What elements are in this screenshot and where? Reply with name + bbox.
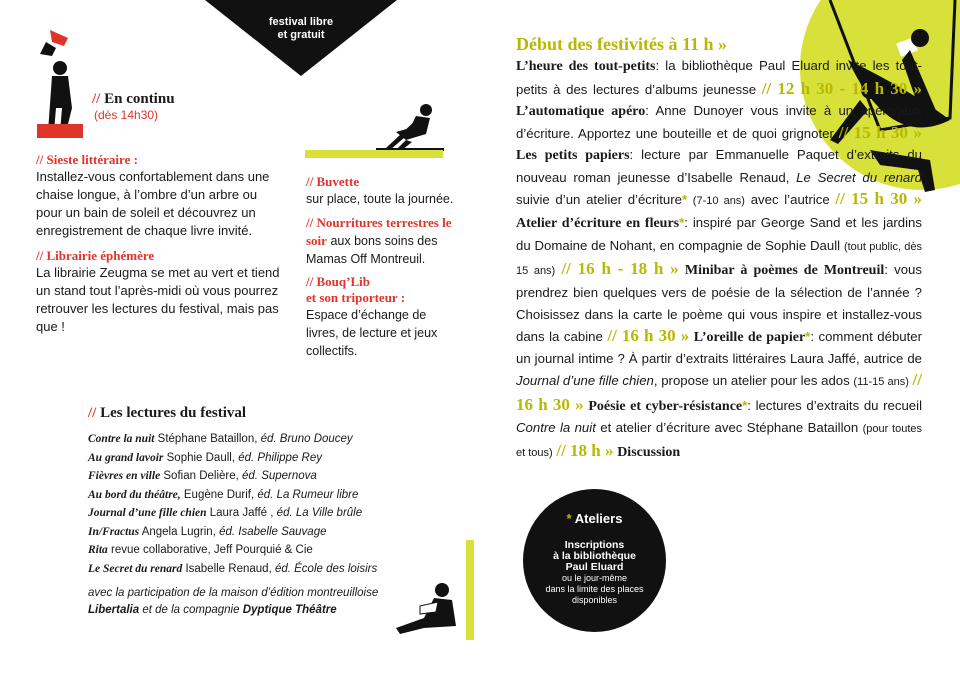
event-title-petits-papiers: Les petits papiers (516, 148, 630, 164)
lecture-author: Laura Jaffé (209, 507, 268, 519)
lecture-item (88, 504, 448, 523)
librairie-title: Librairie éphémère (46, 248, 155, 263)
time-15h30-a: // 15 h 30 » (838, 123, 922, 143)
event-text-minibar: : vous prendrez bien quelques vers de poésie de la sélection de l’année ? Choisissez dans la carte le poème qui vous inspire et installez-vous dans la cabine (516, 261, 922, 344)
lecture-title: Rita (88, 544, 108, 556)
time-18h: // 18 h » (556, 441, 614, 461)
lecture-separator: , (268, 562, 275, 575)
lecture-title: Au bord du théâtre, (88, 488, 181, 501)
lecture-author: Sophie Daull (166, 451, 232, 464)
nourritures-title: Nourritures terrestres le soir (306, 215, 452, 248)
en-continu-heading: // En continu (dès 14h30) (92, 91, 175, 122)
participation-line-1: avec la participation de la maison d’édition montreuilloise (88, 587, 379, 599)
ateliers-line-5: dans la limite des places (545, 584, 644, 594)
lecture-item (88, 449, 448, 468)
lecture-item (88, 541, 448, 560)
ateliers-line-4: ou le jour-même (561, 573, 628, 583)
en-continu-subtitle: (dès 14h30) (94, 108, 159, 122)
event-text-poesie-2: et atelier d’écriture avec Stéphane Bataillon (595, 420, 859, 436)
ateliers-title (523, 511, 666, 526)
event-text-petits-papiers-2: suivie d’un atelier d’écriture (516, 192, 682, 208)
event-text-petits-papiers-3: avec l’autrice (744, 192, 830, 208)
event-title-apero: L’automatique apéro (516, 103, 646, 119)
nourritures-text: aux bons soins des Mamas Off Montreuil. (306, 234, 438, 266)
sieste-text: Installez-vous confortablement dans une chaise longue, à l’ombre d’un arbre ou pour un bain de soleil et découvrez un enregistrement de chaque livre invité. (36, 169, 270, 238)
lecture-editor: éd. La Rumeur libre (257, 488, 359, 501)
time-16h30-a: // 16 h 30 » (607, 325, 690, 345)
ateliers-line-6: disponibles (571, 595, 618, 605)
event-text-apero: : Anne Dunoyer vous invite à un apéro/jeux d’écriture. Apportez une bouteille et de quoi grignoter (516, 102, 922, 142)
banner-text (255, 16, 347, 42)
participation-text (88, 585, 438, 619)
event-title-tout-petits: L’heure des tout-petits (516, 59, 656, 75)
lecture-title: Fièvres en ville (88, 470, 161, 482)
event-age-atelier-fleurs: (tout public, dès 15 ans) (516, 240, 922, 277)
banner-line-2: et gratuit (277, 29, 325, 41)
bouqlib-title-1: Bouq’Lib (316, 274, 370, 289)
lecture-author: Angela Lugrin (141, 525, 213, 538)
nourritures-block: // Nourritures terrestres le soir aux bons soins des Mamas Off Montreuil. (306, 215, 452, 266)
event-text-tout-petits: : la bibliothèque Paul Eluard invite les tout-petits à des lectures d’albums jeunesse (516, 58, 923, 97)
lime-divider-bar (305, 150, 443, 158)
librairie-heading: // Librairie éphémère (36, 248, 155, 263)
bouqlib-title-2: et son triporteur (306, 290, 398, 305)
programme-headline: Début des festivités à 11 h » (516, 34, 727, 54)
event-book-contre-la-nuit: Contre la nuit (516, 420, 596, 436)
lecture-item (88, 430, 448, 449)
librairie-text: La librairie Zeugma se met au vert et tiend un stand tout l’après-midi où vous pourrez retrouver les lectures du festival, mais pas que ! (36, 265, 280, 334)
lecture-item (88, 486, 448, 505)
lecture-title: Contre la nuit (88, 433, 155, 445)
participation-publisher: Libertalia (88, 604, 140, 616)
lecture-title: Journal d’une fille chien (88, 507, 207, 519)
lecture-editor: éd. École des loisirs (274, 562, 378, 575)
lecture-editor: éd. La Ville brûle (276, 507, 363, 519)
participation-company: Dyptique Théâtre (242, 604, 337, 616)
lecture-editor: éd. Supernova (242, 470, 317, 482)
event-text-poesie-1: : lectures d’extraits du recueil (747, 397, 922, 413)
lecture-author: Stéphane Bataillon (157, 433, 255, 445)
event-text-oreille-2: , propose un atelier pour les ados (653, 373, 850, 389)
event-book-journal: Journal d’une fille chien (516, 373, 654, 389)
event-title-minibar: Minibar à poèmes de Montreuil (684, 262, 885, 278)
lecture-editor: éd. Philippe Rey (238, 451, 322, 464)
lecture-editor: éd. Isabelle Sauvage (219, 525, 327, 538)
event-age-poesie: (pour toutes et tous) (516, 423, 923, 460)
ateliers-line-1: Inscriptions (564, 539, 625, 551)
lecture-item (88, 560, 448, 579)
ateliers-star: * (566, 511, 572, 526)
lecture-separator: , (251, 488, 258, 501)
banner-line-1: festival libre (268, 16, 334, 28)
bouqlib-heading: // Bouq’Lib et son triporteur : (306, 274, 406, 305)
buvette-text: sur place, toute la journée. (306, 192, 454, 206)
deckchair-reader-icon (376, 100, 444, 154)
event-title-atelier-fleurs: Atelier d’écriture en fleurs (516, 216, 680, 232)
lecture-author: Isabelle Renaud (185, 562, 269, 575)
buvette-heading: // Buvette (306, 174, 360, 189)
time-12h30: // 12 h 30 - 14 h 30 » (761, 78, 922, 98)
lecture-separator: , (254, 433, 261, 445)
lecture-editor: éd. Bruno Doucey (260, 433, 353, 445)
event-text-petits-papiers-1: : lecture par Emmanuelle Paquet d’extraits du nouveau roman jeunesse d’Isabelle Renaud, (516, 147, 922, 185)
lecture-title: Le Secret du renard (88, 562, 183, 575)
lectures-list (88, 430, 448, 578)
lecture-author: Sofian Delière (163, 470, 236, 482)
event-title-discussion: Discussion (617, 445, 681, 461)
lectures-heading: // Les lectures du festival (88, 405, 247, 421)
ateliers-line-2: à la bibliothèque (553, 550, 636, 562)
time-16h30-b: // 16 h 30 » (516, 370, 922, 414)
event-text-oreille-1: : comment débuter un journal intime ? À partir d’extraits littéraires Laura Jaffé, autrice de (516, 328, 922, 367)
participation-connector: et de la compagnie (139, 604, 243, 616)
event-age-oreille: (11-15 ans) (853, 376, 909, 389)
en-continu-title: En continu (104, 91, 175, 107)
ateliers-line-3: Paul Eluard (565, 561, 624, 573)
ateliers-title-text: Ateliers (574, 511, 623, 526)
event-text-atelier-fleurs: : inspiré par George Sand et les jardins du Domaine de Nohant, en compagnie de Sophie Daull (516, 215, 922, 253)
lecture-title: Au grand lavoir (88, 451, 164, 464)
lectures-title: Les lectures du festival (100, 405, 247, 421)
programme-text: Début des festivités à 11 h » L’heure des tout-petits: la bibliothèque Paul Eluard invite les tout-petits à des lectures d’albums jeunesse // 12 h 30 - 14 h 30 » L’automatique apéro: Anne Dunoyer vous invite à un apéro/jeux d’écriture. Apportez une bouteille et de quoi grignoter // 15 h 30 » Les petits papiers: lecture par Emmanuelle Paquet d’extraits du nouveau roman jeunesse d’Isabelle Renaud, Le Secret du renard suivie d’un atelier d’écriture* (7-10 ans) avec l’autrice // 15 h 30 » Atelier d’écriture en fleurs*: inspiré par George Sand et les jardins du Domaine de Nohant, en compagnie de Sophie Daull (tout public, dès 15 ans) // 16 h - 18 h » Minibar à poèmes de Montreuil: vous prendrez bien quelques vers de poésie de la sélection de l’année ? Choisissez dans la carte le poème qui vous inspire et installez-vous dans la cabine // 16 h 30 » L’oreille de papier*: comment débuter un journal intime ? À partir d’extraits littéraires Laura Jaffé, autrice de Journal d’une fille chien, propose un atelier pour les ados (11-15 ans) // 16 h 30 » Poésie et cyber-résistance*: lectures d’extraits du recueil Contre la nuit et atelier d’écriture avec Stéphane Bataillon (pour toutes et tous) // 18 h » Discussion (516, 34, 923, 461)
lime-vertical-bar (466, 540, 474, 640)
event-book-secret-renard: Le Secret du renard (796, 169, 922, 185)
event-age-petits-papiers: (7-10 ans) (692, 195, 745, 208)
lecture-item (88, 467, 448, 486)
bouqlib-text: Espace d’échange de livres, de lecture et jeux collectifs. (306, 308, 438, 358)
lecture-author: Eugène Durif (183, 488, 251, 501)
time-15h30-b: // 15 h 30 » (835, 189, 922, 209)
lecture-author: revue collaborative, Jeff Pourquié & Cie (111, 544, 313, 556)
event-title-poesie: Poésie et cyber-résistance (588, 398, 743, 414)
ateliers-info (523, 540, 666, 606)
buvette-title: Buvette (316, 174, 360, 189)
lecture-separator: , (212, 525, 220, 538)
lecture-title: In/Fractus (88, 525, 140, 538)
time-16h-18h: // 16 h - 18 h » (561, 258, 679, 278)
event-title-oreille: L’oreille de papier (693, 329, 806, 345)
sieste-heading: // Sieste littéraire : (36, 152, 138, 167)
megaphone-figure-icon (32, 24, 88, 140)
lecture-separator: , (231, 451, 239, 464)
lecture-separator: , (267, 507, 277, 519)
sieste-title: Sieste littéraire (46, 152, 131, 167)
lecture-separator: , (235, 470, 243, 482)
lecture-item (88, 523, 448, 542)
